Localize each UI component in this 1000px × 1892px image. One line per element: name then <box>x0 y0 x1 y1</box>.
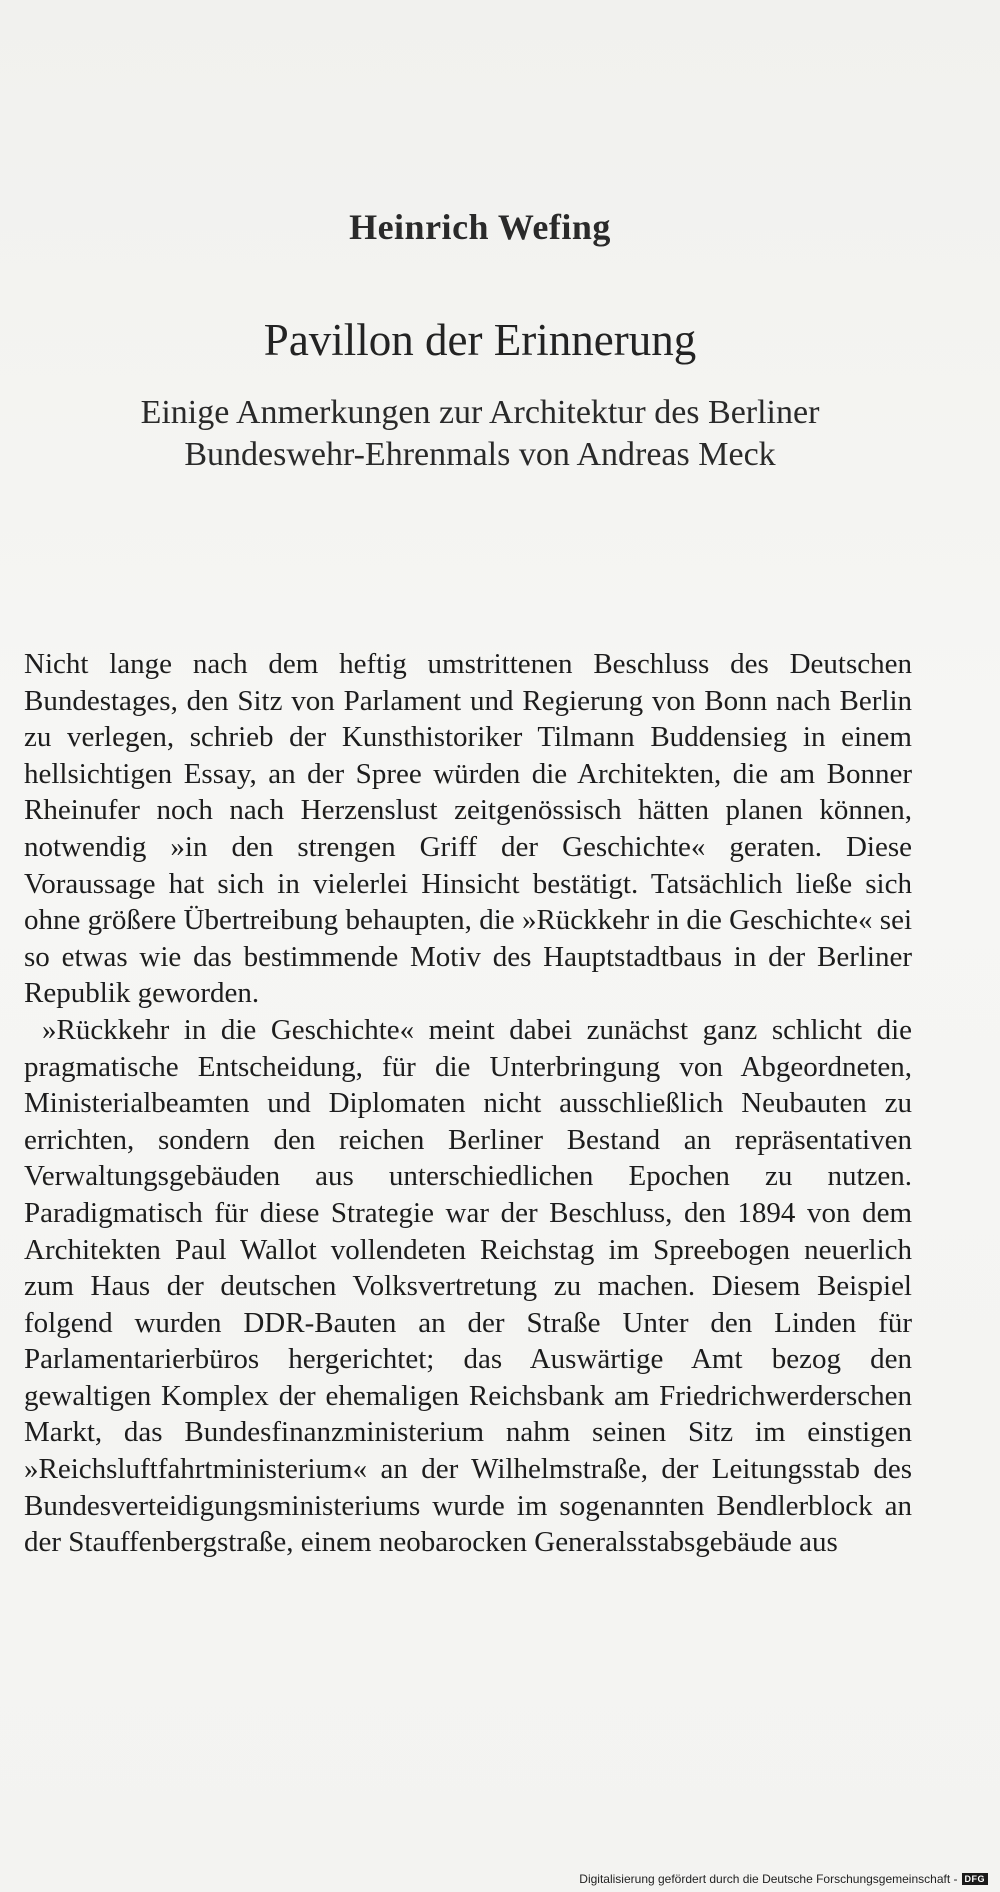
digitization-footer <box>579 1872 988 1886</box>
subtitle-line-1: Einige Anmerkungen zur Architektur des Berliner <box>140 394 820 431</box>
subtitle-line-2: Bundeswehr-Ehrenmals von Andreas Meck <box>184 436 776 473</box>
article-title: Pavillon der Erinnerung <box>263 315 697 365</box>
footer-text: Digitalisierung gefördert durch die Deutsche Forschungsgemeinschaft - <box>579 1872 958 1886</box>
dfg-logo-icon: DFG <box>962 1873 989 1885</box>
author-name: Heinrich Wefing <box>349 207 611 247</box>
article-subtitle <box>40 392 920 476</box>
paragraph-1: Nicht lange nach dem heftig umstrittenen Beschluss des Deutschen Bundestages, den Sitz von Parlament und Regierung von Bonn nach Berlin zu verlegen, schrieb der Kunsthistoriker Tilmann Buddensieg in einem hellsichtigen Essay, an der Spree würden die Architekten, die am Bonner Rheinufer noch nach Herzenslust zeitgenössisch hätten planen können, notwendig »in den strengen Griff der Geschichte« geraten. Diese Voraussage hat sich in vielerlei Hinsicht bestätigt. Tatsächlich ließe sich ohne größere Übertreibung behaupten, die »Rückkehr in die Geschichte« sei so etwas wie das bestimmende Motiv des Hauptstadtbaus in der Berliner Republik geworden. <box>24 648 912 1010</box>
paragraph-2: »Rückkehr in die Geschichte« meint dabei zunächst ganz schlicht die pragmatische Entscheidung, für die Unterbringung von Abgeordneten, Ministerialbeamten und Diplomaten nicht ausschließlich Neubauten zu errichten, sondern den reichen Berliner Bestand an repräsentativen Verwaltungsgebäuden aus unterschiedlichen Epochen zu nutzen. Paradigmatisch für diese Strategie war der Beschluss, den 1894 von dem Architekten Paul Wallot vollendeten Reichstag im Spreebogen neuerlich zum Haus der deutschen Volksvertretung zu machen. Diesem Beispiel folgend wurden DDR-Bauten an der Straße Unter den Linden für Parlamentarierbüros hergerichtet; das Auswärtige Amt bezog den gewaltigen Komplex der ehemaligen Reichsbank am Friedrichwerderschen Markt, das Bundesfinanzministerium nahm seinen Sitz im einstigen »Reichsluftfahrtministerium« an der Wilhelmstraße, der Leitungsstab des Bundesverteidigungsministeriums wurde im sogenannten Bendlerblock an der Stauffenbergstraße, einem neobarocken Generalsstabsgebäude aus <box>24 1013 912 1559</box>
body-text <box>24 646 912 1561</box>
